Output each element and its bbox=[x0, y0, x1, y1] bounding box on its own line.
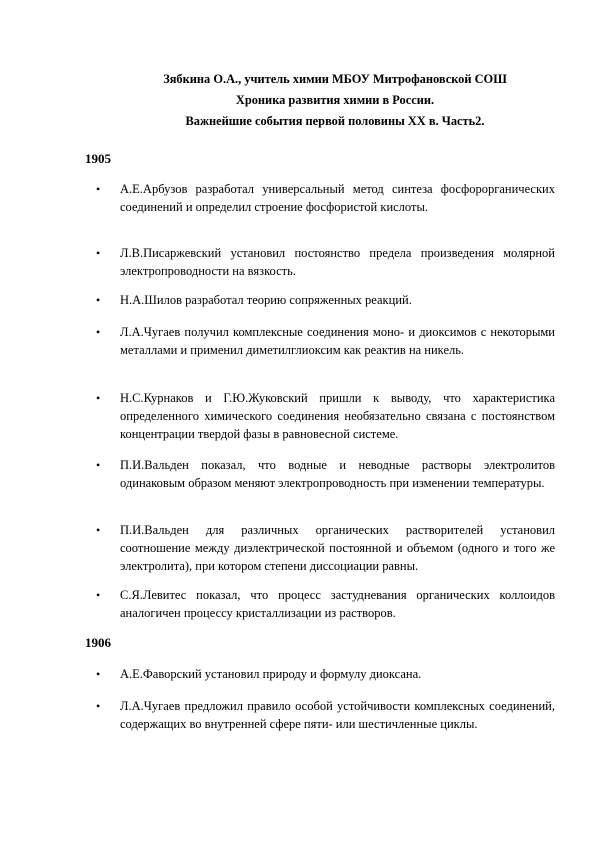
event-text: П.И.Вальден для различных органических растворителей установил соотношение между диэлектрической постоянной и объемом (одного и того же электролита), при котором степени диссоциации равны. bbox=[120, 523, 555, 574]
event-text: А.Е.Арбузов разработал универсальный метод синтеза фосфорорганических соединений и определил строение фосфористой кислоты. bbox=[120, 182, 555, 215]
event-text: Л.А.Чугаев получил комплексные соединения моно- и диоксимов с некоторыми металлами и применил диметилглиоксим как реактив на никель. bbox=[120, 325, 555, 358]
event-text: Л.А.Чугаев предложил правило особой устойчивости комплексных соединений, содержащих во внутренней сфере пяти- или шестичленные циклы. bbox=[120, 699, 555, 732]
event-text: П.И.Вальден показал, что водные и неводные растворы электролитов одинаковым образом меняют электропроводность при изменении температуры. bbox=[120, 458, 555, 491]
bullet-icon: • bbox=[96, 699, 101, 713]
year-heading-1906: 1906 bbox=[85, 635, 111, 650]
document-header bbox=[100, 69, 570, 132]
bullet-icon: • bbox=[96, 391, 101, 405]
event-text: Н.А.Шилов разработал теорию сопряженных реакций. bbox=[120, 293, 412, 307]
bullet-icon: • bbox=[96, 293, 101, 307]
event-text: Н.С.Курнаков и Г.Ю.Жуковский пришли к выводу, что характеристика определенного химического соединения необязательно связана с постоянством концентрации твердой фазы в равновесной системе. bbox=[120, 391, 555, 442]
bullet-icon: • bbox=[96, 588, 101, 602]
document-title: Хроника развития химии в России. bbox=[235, 93, 435, 107]
event-text: С.Я.Левитес показал, что процесс застудневания органических коллоидов аналогичен процессу кристаллизации из растворов. bbox=[120, 588, 555, 621]
bullet-icon: • bbox=[96, 325, 101, 339]
bullet-icon: • bbox=[96, 523, 101, 537]
bullet-icon: • bbox=[96, 182, 101, 196]
bullet-icon: • bbox=[96, 246, 101, 260]
event-text: Л.В.Писаржевский установил постоянство предела произведения молярной электропроводности на вязкость. bbox=[120, 246, 555, 279]
bullet-icon: • bbox=[96, 458, 101, 472]
author-line: Зябкина О.А., учитель химии МБОУ Митрофановской СОШ bbox=[163, 72, 507, 86]
year-heading-1905: 1905 bbox=[85, 151, 111, 166]
bullet-icon: • bbox=[96, 667, 101, 681]
document-subtitle: Важнейшие события первой половины XX в. Часть2. bbox=[185, 114, 485, 128]
event-text: А.Е.Фаворский установил природу и формулу диоксана. bbox=[120, 667, 422, 681]
